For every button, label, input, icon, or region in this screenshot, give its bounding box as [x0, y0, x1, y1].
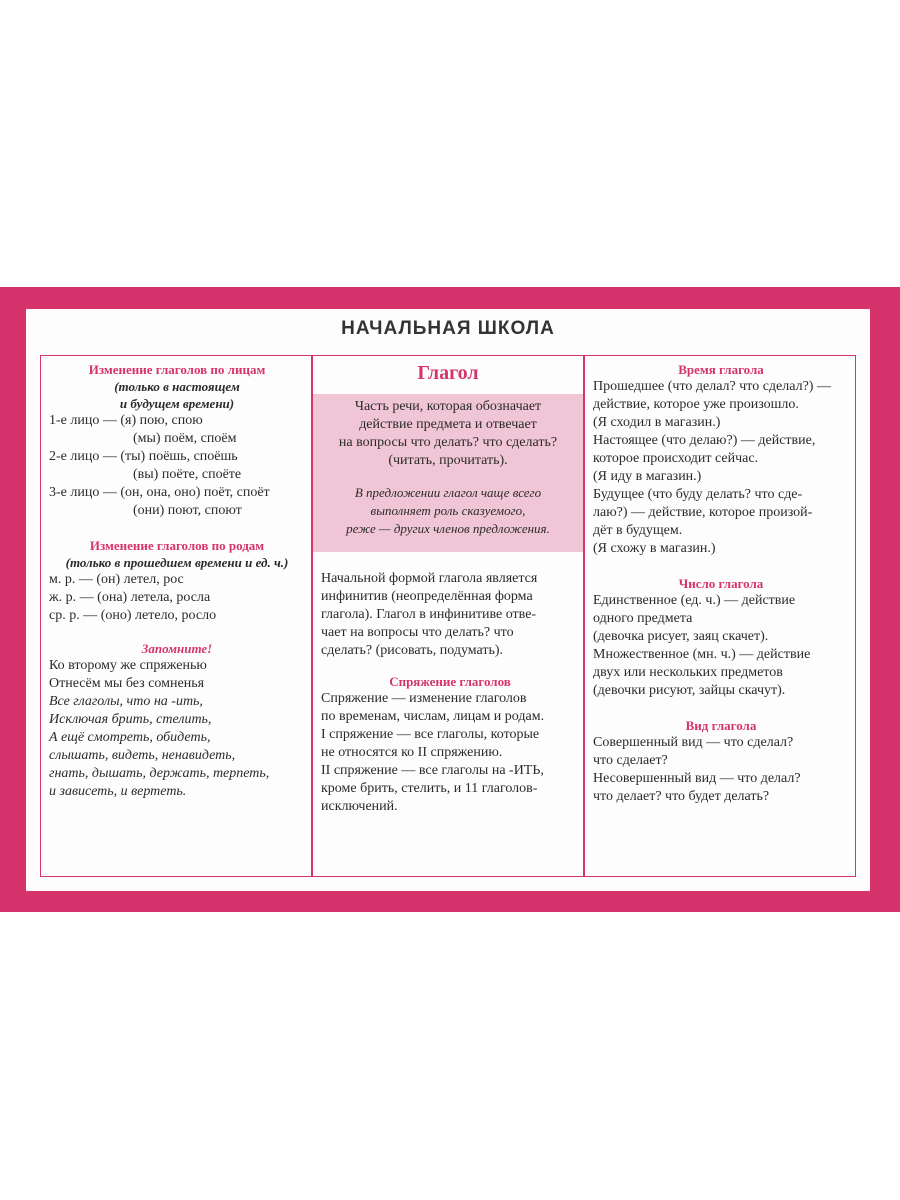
persons-line: (мы) поём, споём — [133, 431, 237, 446]
tense-line: Прошедшее (что делал? что сделал?) — — [593, 379, 831, 394]
number-line: Единственное (ед. ч.) — действие — [593, 593, 796, 608]
definition-line: Часть речи, которая обозначает — [354, 399, 542, 414]
aspect-line: что сделает? — [593, 753, 668, 768]
poem-line: Отнесём мы без сомненья — [49, 676, 205, 691]
definition-line: на вопросы что делать? что сделать? — [338, 435, 558, 450]
poem-line: слышать, видеть, ненавидеть, — [49, 748, 236, 763]
tense-line: (Я иду в магазин.) — [593, 469, 702, 484]
conjugation-heading: Спряжение глаголов — [389, 674, 511, 689]
number-line: Множественное (мн. ч.) — действие — [593, 647, 811, 662]
conjugation-line: II спряжение — все глаголы на -ИТЬ, — [321, 763, 544, 778]
poem-line: Ко второму же спряженью — [49, 658, 207, 673]
topic-title: Глагол — [417, 362, 479, 384]
infinitive-line: сделать? (рисовать, подумать). — [321, 643, 504, 658]
tense-line: которое происходит сейчас. — [593, 451, 759, 466]
tense-line: дёт в будущем. — [593, 523, 683, 538]
gender-line: ж. р. — (она) летела, росла — [49, 590, 211, 605]
tense-line: (Я сходил в магазин.) — [593, 415, 721, 430]
number-line: (девочка рисует, заяц скачет). — [593, 629, 769, 644]
poem-line: гнать, дышать, держать, терпеть, — [49, 766, 270, 781]
infinitive-line: инфинитив (неопределённая форма — [321, 589, 533, 604]
aspect-line: Совершенный вид — что сделал? — [593, 735, 794, 750]
persons-note-1: (только в настоящем — [114, 379, 240, 394]
remember-heading: Запомните! — [141, 641, 213, 656]
infinitive-line: глагола). Глагол в инфинитиве отве- — [321, 607, 537, 622]
poster-inner — [26, 309, 870, 891]
gender-line: ср. р. — (оно) летело, росло — [49, 608, 217, 623]
persons-line: 3-е лицо — (он, она, оно) поёт, споёт — [49, 485, 270, 500]
definition-line: (читать, прочитать). — [388, 453, 508, 468]
persons-line: 2-е лицо — (ты) поёшь, споёшь — [49, 449, 238, 464]
number-line: двух или нескольких предметов — [593, 665, 783, 680]
role-line: В предложении глагол чаще всего — [354, 485, 542, 500]
persons-line: (они) поют, споют — [133, 503, 242, 518]
conjugation-line: кроме брить, стелить, и 11 глаголов- — [321, 781, 538, 796]
aspect-line: Несовершенный вид — что делал? — [593, 771, 801, 786]
definition-line: действие предмета и отвечает — [359, 417, 537, 432]
aspect-heading: Вид глагола — [685, 718, 757, 733]
conjugation-line: не относятся ко II спряжению. — [321, 745, 503, 760]
gender-line: м. р. — (он) летел, рос — [49, 572, 184, 587]
conjugation-line: Спряжение — изменение глаголов — [321, 691, 527, 706]
infinitive-line: чает на вопросы что делать? что — [321, 625, 514, 640]
column-definition — [312, 355, 584, 877]
poem-line: А ещё смотреть, обидеть, — [49, 730, 211, 745]
persons-line: (вы) поёте, споёте — [133, 467, 242, 482]
role-line: выполняет роль сказуемого, — [370, 503, 526, 518]
persons-heading: Изменение глаголов по лицам — [88, 362, 266, 377]
header-banner — [26, 309, 870, 355]
tense-line: Будущее (что буду делать? что сде- — [593, 487, 803, 502]
column-persons-gender — [40, 355, 312, 877]
gender-heading: Изменение глаголов по родам — [89, 538, 265, 553]
poem-line: Все глаголы, что на -ить, — [49, 694, 203, 709]
poster-card — [0, 287, 900, 912]
number-heading: Число глагола — [678, 576, 764, 591]
conjugation-line: I спряжение — все глаголы, которые — [321, 727, 540, 742]
gender-note: (только в прошедшем времени и ед. ч.) — [65, 555, 289, 570]
tense-heading: Время глагола — [678, 362, 764, 377]
infinitive-line: Начальной формой глагола является — [321, 571, 538, 586]
poem-line: Исключая брить, стелить, — [49, 712, 212, 727]
tense-line: лаю?) — действие, которое произой- — [593, 505, 813, 520]
tense-line: действие, которое уже произошло. — [593, 397, 799, 412]
number-line: одного предмета — [593, 611, 693, 626]
role-line: реже — других членов предложения. — [346, 521, 550, 536]
aspect-line: что делает? что будет делать? — [593, 789, 770, 804]
persons-line: 1-е лицо — (я) пою, спою — [49, 413, 203, 428]
conjugation-line: исключений. — [321, 799, 398, 814]
column-tense-number-aspect — [584, 355, 856, 877]
definition-box — [313, 394, 583, 552]
persons-note-2: и будущем времени) — [119, 396, 235, 411]
number-line: (девочки рисуют, зайцы скачут). — [593, 683, 786, 698]
conjugation-line: по временам, числам, лицам и родам. — [321, 709, 545, 724]
tense-line: Настоящее (что делаю?) — действие, — [593, 433, 816, 448]
tense-line: (Я схожу в магазин.) — [593, 541, 716, 556]
page-title: НАЧАЛЬНАЯ ШКОЛА — [341, 318, 555, 339]
poem-line: и зависеть, и вертеть. — [49, 784, 187, 799]
